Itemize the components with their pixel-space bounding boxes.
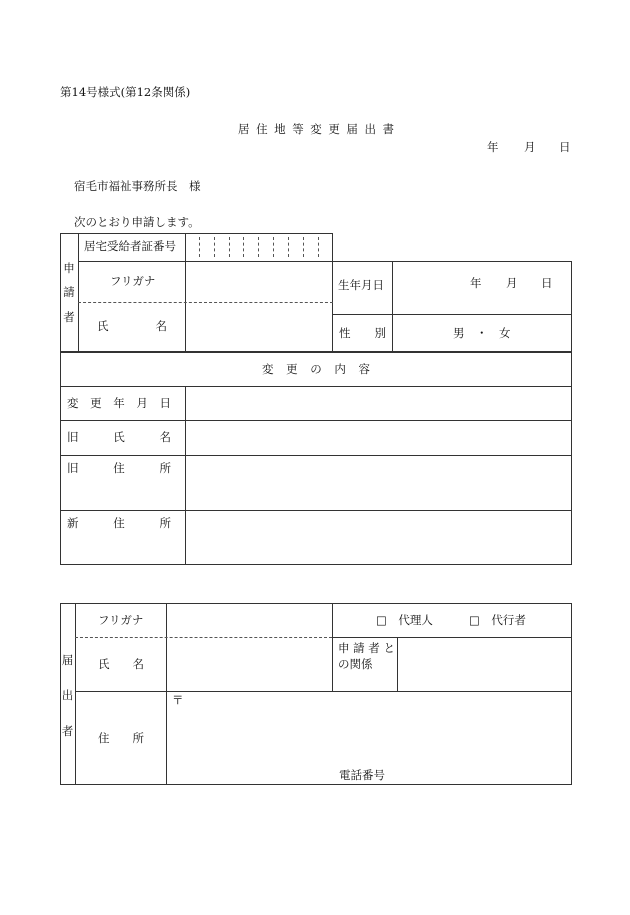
old-address-label: 旧 住 所 bbox=[67, 461, 171, 475]
old-name-label: 旧 氏 名 bbox=[67, 430, 171, 444]
birth-date-label: 生年月日 bbox=[338, 278, 384, 292]
submitter-section-label: 届 出 者 bbox=[61, 653, 74, 738]
submitter-address-label: 住 所 bbox=[98, 731, 144, 745]
new-address-label: 新 住 所 bbox=[67, 516, 171, 530]
addressee: 宿毛市福祉事務所長 様 bbox=[74, 179, 201, 193]
submitter-furigana-label: フリガナ bbox=[98, 613, 144, 627]
sex-value: 男 ・ 女 bbox=[453, 326, 511, 340]
date-year-label: 年 bbox=[487, 140, 499, 154]
form-number: 第14号様式(第12条関係) bbox=[60, 85, 191, 99]
relation-label-line2: の関係 bbox=[338, 657, 373, 671]
applicant-furigana-label: フリガナ bbox=[110, 274, 156, 288]
change-date-label: 変 更 年 月 日 bbox=[67, 396, 171, 410]
phone-label: 電話番号 bbox=[339, 768, 385, 782]
agent-checkbox[interactable]: □ 代理人 bbox=[376, 613, 433, 627]
proxy-checkbox[interactable]: □ 代行者 bbox=[469, 613, 526, 627]
postal-mark: 〒 bbox=[172, 693, 184, 707]
birth-month-label: 月 bbox=[506, 276, 518, 290]
sex-label: 性 別 bbox=[339, 326, 386, 340]
relation-label-line1: 申 請 者 と bbox=[338, 641, 395, 655]
document-title: 居 住 地 等 変 更 届 出 書 bbox=[238, 122, 394, 136]
birth-year-label: 年 bbox=[470, 276, 482, 290]
submitter-name-label: 氏 名 bbox=[98, 657, 144, 671]
cert-number-label: 居宅受給者証番号 bbox=[84, 239, 176, 253]
intro-text: 次のとおり申請します。 bbox=[74, 215, 200, 229]
date-month-label: 月 bbox=[524, 140, 536, 154]
applicant-section-label: 申 請 者 bbox=[63, 261, 75, 324]
date-day-label: 日 bbox=[559, 140, 571, 154]
change-content-header: 変 更 の 内 容 bbox=[262, 362, 370, 376]
applicant-name-label: 氏 名 bbox=[97, 319, 167, 333]
birth-day-label: 日 bbox=[541, 276, 553, 290]
